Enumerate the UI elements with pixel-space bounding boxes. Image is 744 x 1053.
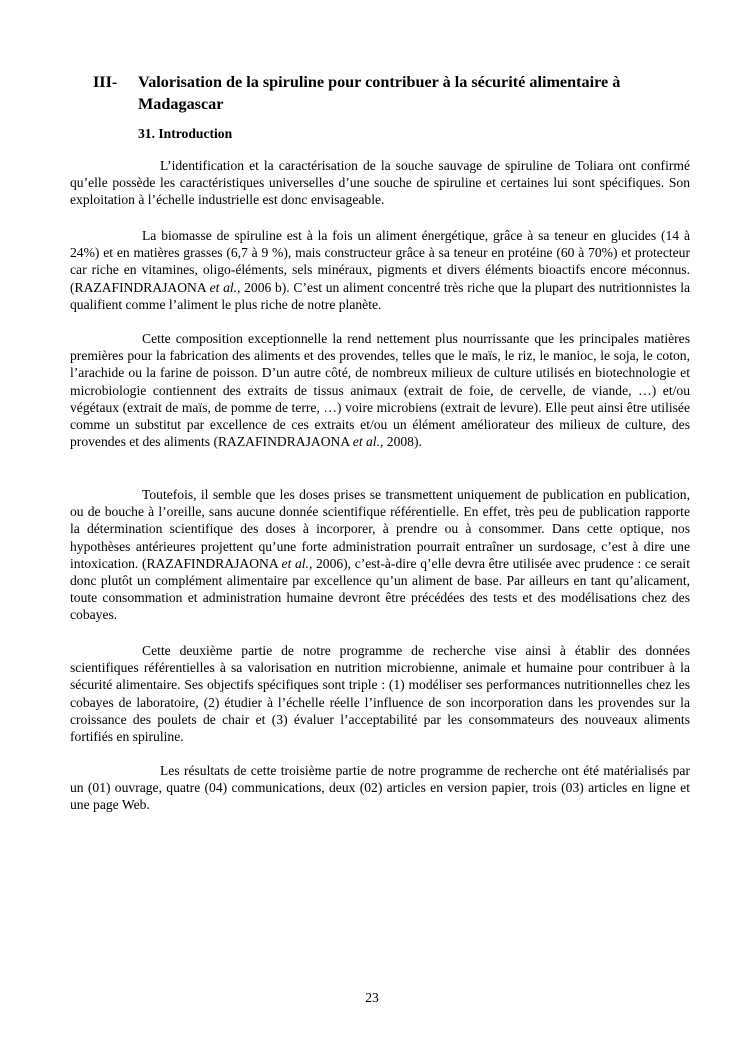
paragraph-3-etal: et al., [352,434,384,450]
paragraph-3 [70,330,690,450]
paragraph-2 [70,227,690,313]
page-number: 23 [365,990,379,1005]
paragraph-5 [70,642,690,745]
paragraph-1-text: L’identification et la caractérisation de la souche sauvage de spiruline de Toliara ont confirmé qu’elle possède les caractéristiques universelles d’une souche de spiruline et certaines lui sont spécifiques. Son exploitation à l’échelle industrielle est donc envisageable. [70,158,690,208]
paragraph-4-etal: et al., [281,555,313,571]
paragraph-4-part-b: 2006), c’est-à-dire q’elle devra être utilisée avec prudence : ce serait donc plutôt un complément alimentaire par excellence qu’un aliment de base. Par ailleurs en tant qu’alicament, toute consommation et administration humaine devront être précédées des tests et des modélisations chez des cobayes. [70,555,690,623]
paragraph-3-part-a: Cette composition exceptionnelle la rend nettement plus nourrissante que les principales matières premières pour la fabrication des aliments et des provendes, telles que le maïs, le riz, le manioc, le soja, le coton, l’arachide ou la farine de poisson. D’un autre côté, de nombreux milieux de culture utilisés en biotechnologie et microbiologie contiennent des extraits de tissus animaux (extrait de foie, de cervelle, de viande, …) et/ou végétaux (extrait de maïs, de pomme de terre, …) voire microbiens (extrait de levure). Elle peut ainsi être utilisée comme un substitut par excellence de ces extraits et/ou un élément améliorateur des milieux de culture, des provendes et des aliments (RAZAFINDRAJAONA [70,331,690,450]
paragraph-2-text [70,227,690,313]
paragraph-3-text [70,330,690,450]
paragraph-4 [70,486,690,624]
paragraph-5-text: Cette deuxième partie de notre programme de recherche vise ainsi à établir des données scientifiques référentielles à sa valorisation en nutrition microbienne, animale et humaine pour contribuer à la sécurité alimentaire. Ses objectifs spécifiques sont triple : (1) modéliser ses performances nutritionnelles chez les cobayes de laboratoire, (2) étudier à l’échelle réelle l’influence de son incorporation dans les provendes sur la croissance des poulets de chair et (3) évaluer l’acceptabilité par les consommateurs des nouveaux aliments fortifiés en spiruline. [70,643,690,745]
paragraph-4-text [70,486,690,624]
section-title: Valorisation de la spiruline pour contribuer à la sécurité alimentaire à Madagascar [138,73,621,113]
paragraph-6-text: Les résultats de cette troisième partie de notre programme de recherche ont été matérialisés par un (01) ouvrage, quatre (04) communications, deux (02) articles en version papier, trois (03) articles en ligne et une page Web. [70,763,690,813]
section-number: III- [93,73,118,91]
paragraph-4-part-a: Toutefois, il semble que les doses prises se transmettent uniquement de publication en publication, ou de bouche à l’oreille, sans aucune donnée scientifique référentielle. En effet, très peu de publication rapporte la détermination scientifique des doses à incorporer, à prendre ou à consommer. Dans cette optique, nos hypothèses antérieures projettent qu’une forte administration pourrait entraîner un surdosage, c’est à dire une intoxication. (RAZAFINDRAJAONA [70,487,690,571]
paragraph-2-part-b: 2006 b). C’est un aliment concentré très riche que la plupart des nutritionnistes la qualifient comme l’aliment le plus riche de notre planète. [70,279,690,312]
paragraph-6 [70,762,690,814]
paragraph-1 [70,157,690,209]
paragraph-3-part-b: 2008). [383,434,422,450]
paragraph-2-etal: et al., [209,279,241,295]
paragraph-2-part-a: La biomasse de spiruline est à la fois un aliment énergétique, grâce à sa teneur en glucides (14 à 24%) et en matières grasses (6,7 à 9 %), mais constructeur grâce à sa teneur en protéine (60 à 70%) et protecteur car riche en vitamines, oligo-éléments, sels minéraux, pigments et divers éléments bioactifs encore méconnus. (RAZAFINDRAJAONA [70,228,690,295]
subsection-heading: 31. Introduction [138,126,233,141]
